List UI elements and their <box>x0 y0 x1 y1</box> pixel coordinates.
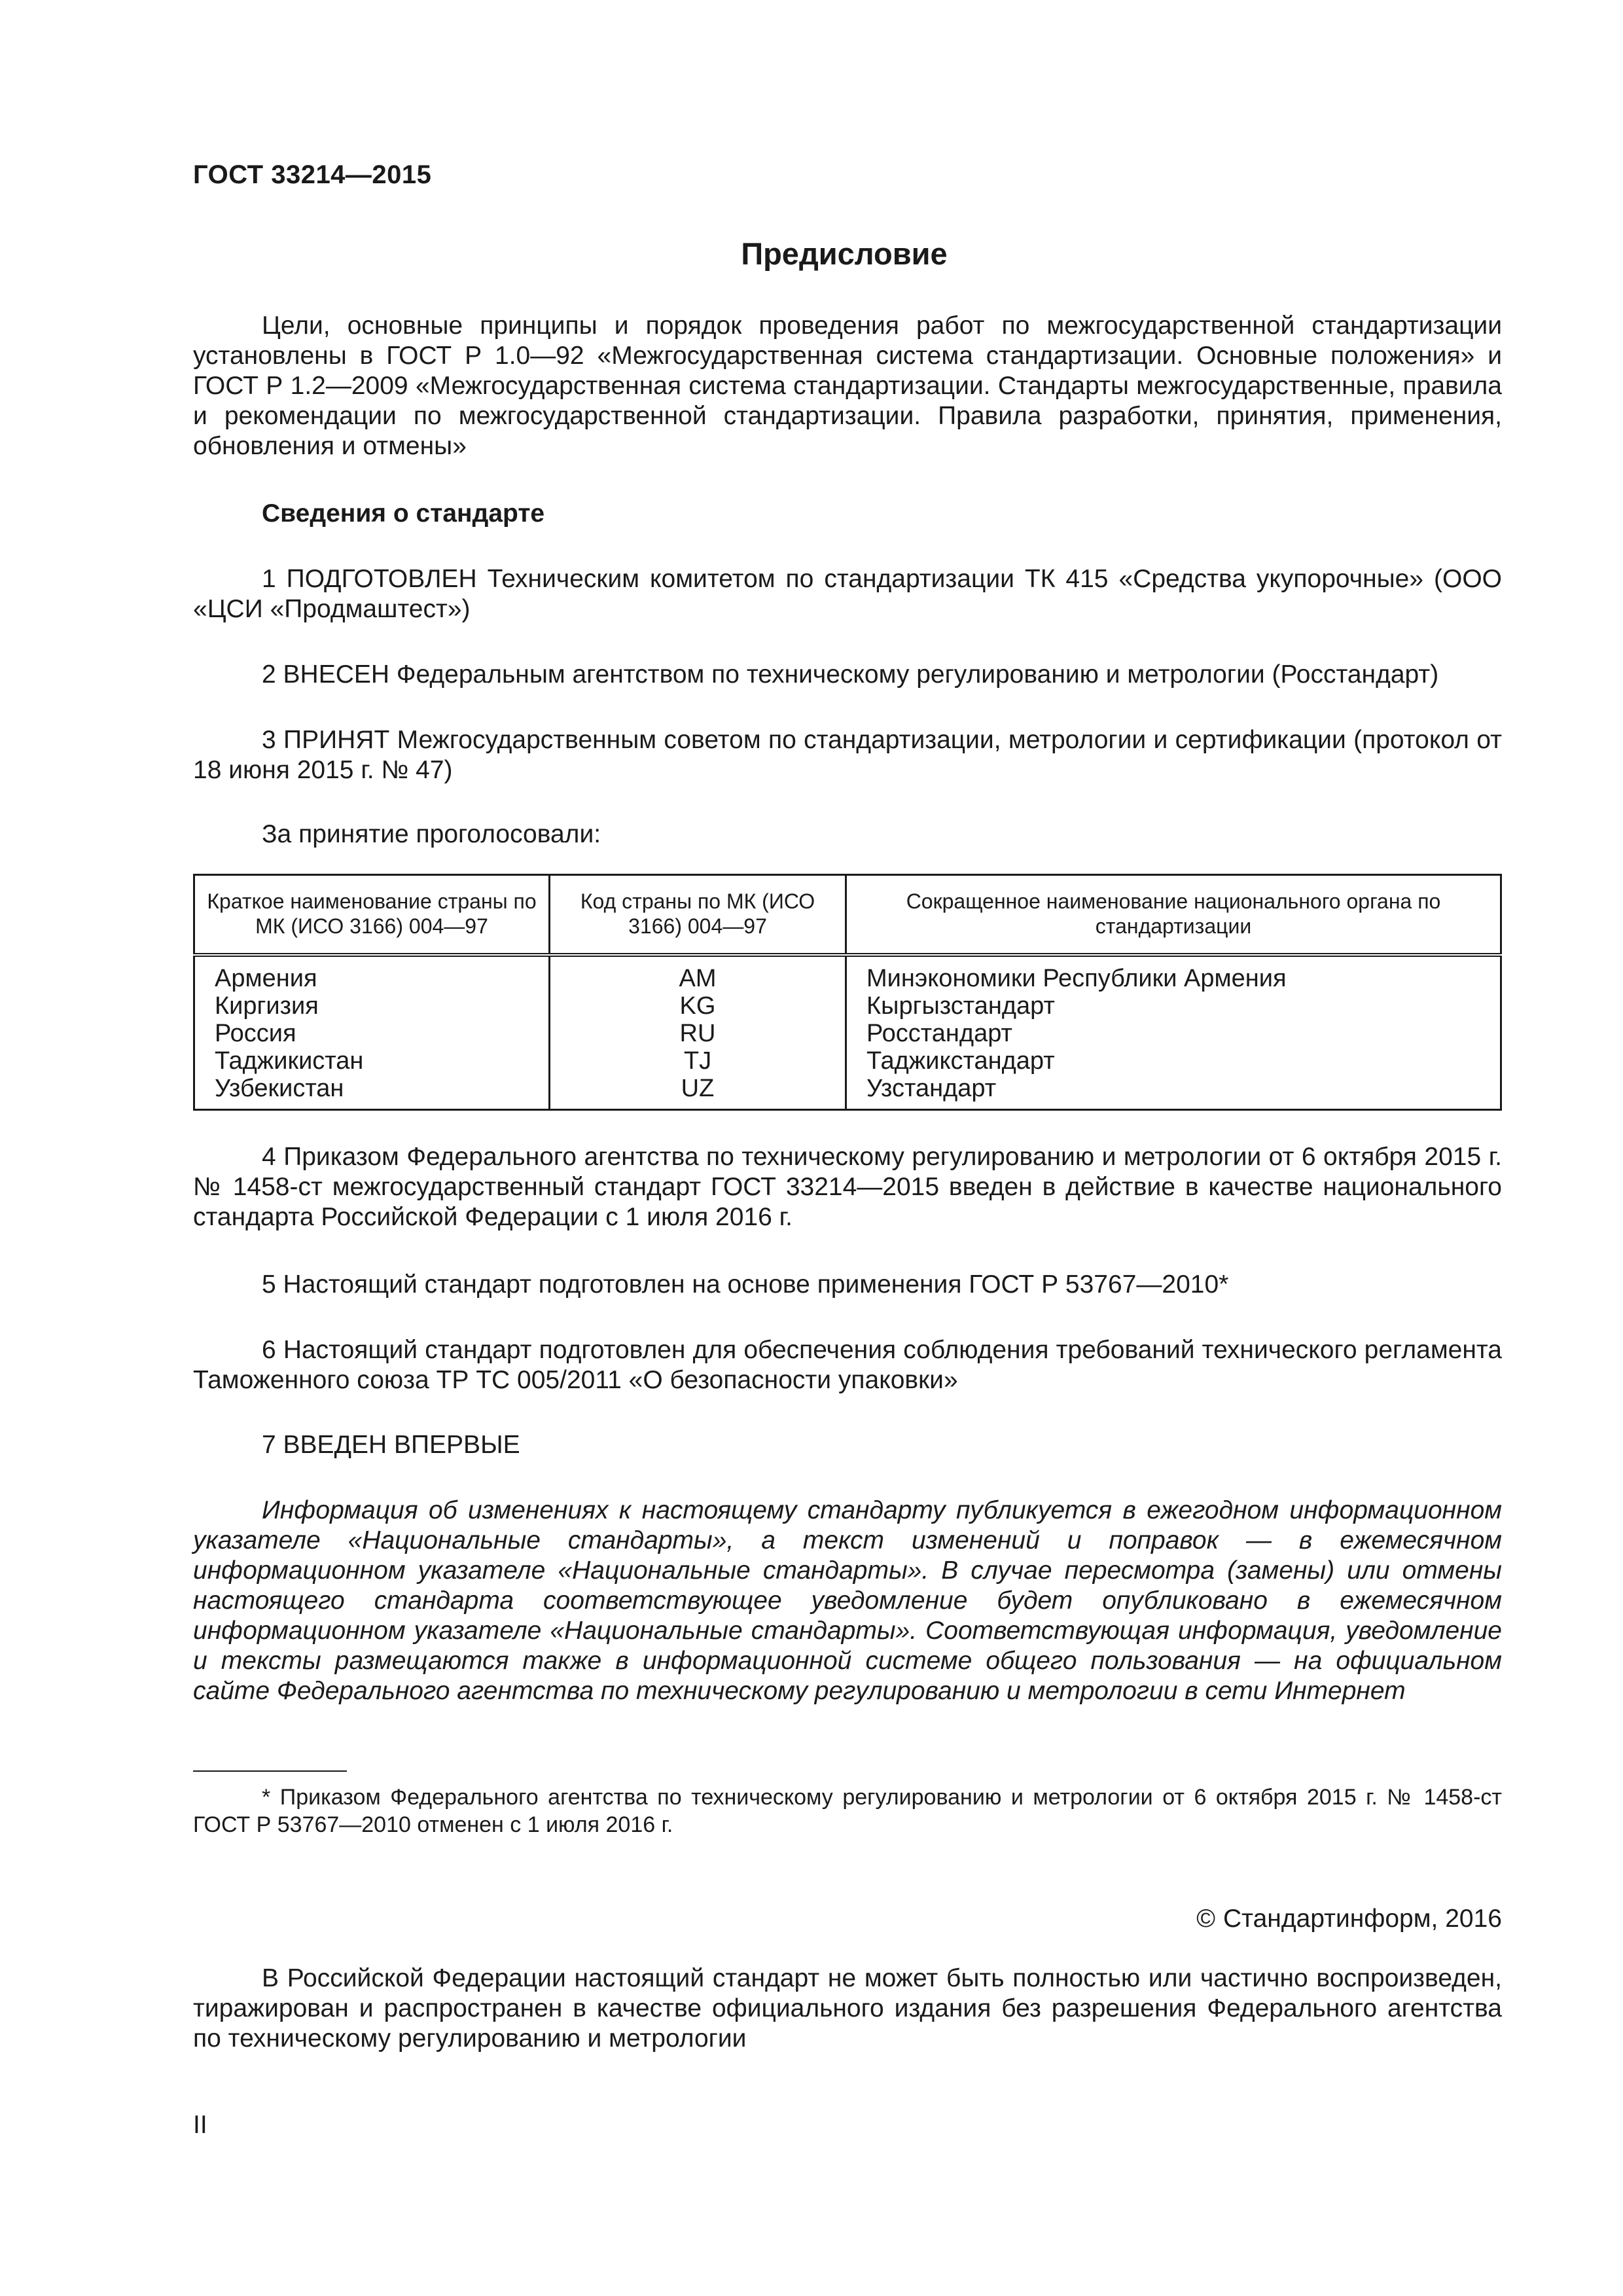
item-7-first-introduced: 7 ВВЕДЕН ВПЕРВЫЕ <box>262 1431 520 1459</box>
item-5-basis: 5 Настоящий стандарт подготовлен на основе применения ГОСТ Р 53767—2010* <box>262 1270 1229 1299</box>
item-2-introduced: 2 ВНЕСЕН Федеральным агентством по техническому регулированию и метрологии (Росстандарт) <box>262 660 1439 689</box>
table-cell-code: UZ <box>550 1075 846 1110</box>
table-row <box>194 1075 1501 1110</box>
table-row <box>194 955 1501 992</box>
table-cell-country: Армения <box>194 955 550 992</box>
table-header-row <box>194 875 1501 956</box>
voting-table <box>193 874 1502 1111</box>
item-1-prepared: 1 ПОДГОТОВЛЕН Техническим комитетом по стандартизации ТК 415 «Средства укупорочные» (ООО «ЦСИ «Продмаштест») <box>193 565 1502 623</box>
table-header-country: Краткое наименование страны по МК (ИСО 3166) 004—97 <box>194 875 550 956</box>
page-number: II <box>193 2111 207 2139</box>
footnote: * Приказом Федерального агентства по техническому регулированию и метрологии от 6 октября 2015 г. № 1458-ст ГОСТ Р 53767—2010 отменен с 1 июля 2016 г. <box>193 1785 1502 1837</box>
footnote-divider <box>193 1770 347 1772</box>
table-cell-body: Минэкономики Республики Армения <box>846 955 1501 992</box>
table-cell-country: Россия <box>194 1020 550 1047</box>
table-cell-body: Таджикстандарт <box>846 1047 1501 1075</box>
table-cell-country: Таджикистан <box>194 1047 550 1075</box>
item-6-purpose: 6 Настоящий стандарт подготовлен для обеспечения соблюдения требований технического регламента Таможенного союза ТР ТС 005/2011 «О безопасности упаковки» <box>193 1336 1502 1394</box>
table-cell-code: RU <box>550 1020 846 1047</box>
item-3-adopted: 3 ПРИНЯТ Межгосударственным советом по стандартизации, метрологии и сертификации (протокол от 18 июня 2015 г. № 47) <box>193 726 1502 784</box>
table-cell-body: Кыргызстандарт <box>846 992 1501 1020</box>
table-header-body: Сокращенное наименование национального органа по стандартизации <box>846 875 1501 956</box>
table-cell-country: Киргизия <box>194 992 550 1020</box>
table-cell-body: Росстандарт <box>846 1020 1501 1047</box>
table-cell-country: Узбекистан <box>194 1075 550 1110</box>
table-header-code: Код страны по МК (ИСО 3166) 004—97 <box>550 875 846 956</box>
changes-notice: Информация об изменениях к настоящему стандарту публикуется в ежегодном информационном указателе «Национальные стандарты», а текст изменений и поправок — в ежемесячном информационном указателе «Национальные стандарты». В случае пересмотра (замены) или отмены настоящего стандарта соответствующее уведомление будет опубликовано в ежемесячном информационном указателе «Национальные стандарты». Соответствующая информация, уведомление и тексты размещаются также в информационной системе общего пользования — на официальном сайте Федерального агентства по техническому регулированию и метрологии в сети Интернет <box>193 1496 1502 1705</box>
copyright-symbol: © <box>1196 1905 1215 1933</box>
table-row <box>194 1047 1501 1075</box>
voting-caption: За принятие проголосовали: <box>262 820 601 848</box>
table-cell-code: TJ <box>550 1047 846 1075</box>
info-heading: Сведения о стандарте <box>262 499 545 528</box>
document-code: ГОСТ 33214—2015 <box>193 160 432 189</box>
table-cell-code: AM <box>550 955 846 992</box>
table-cell-code: KG <box>550 992 846 1020</box>
page-title: Предисловие <box>741 236 948 271</box>
copyright <box>1196 1905 1502 1933</box>
intro-paragraph: Цели, основные принципы и порядок проведения работ по межгосударственной стандартизации установлены в ГОСТ Р 1.0—92 «Межгосударственная система стандартизации. Основные положения» и ГОСТ Р 1.2—2009 «Межгосударственная система стандартизации. Стандарты межгосударственные, правила и рекомендации по межгосударственной стандартизации. Правила разработки, принятия, применения, обновления и отмены» <box>193 312 1502 460</box>
table-row <box>194 1020 1501 1047</box>
table-cell-body: Узстандарт <box>846 1075 1501 1110</box>
item-4-order: 4 Приказом Федерального агентства по техническому регулированию и метрологии от 6 октября 2015 г. № 1458-ст межгосударственный стандарт ГОСТ 33214—2015 введен в действие в качестве национального стандарта Российской Федерации с 1 июля 2016 г. <box>193 1143 1502 1231</box>
table-row <box>194 992 1501 1020</box>
copyright-text: Стандартинформ, 2016 <box>1223 1905 1502 1933</box>
reproduction-notice: В Российской Федерации настоящий стандарт не может быть полностью или частично воспроизведен, тиражирован и распространен в качестве официального издания без разрешения Федерального агентства по техническому регулированию и метрологии <box>193 1964 1502 2053</box>
